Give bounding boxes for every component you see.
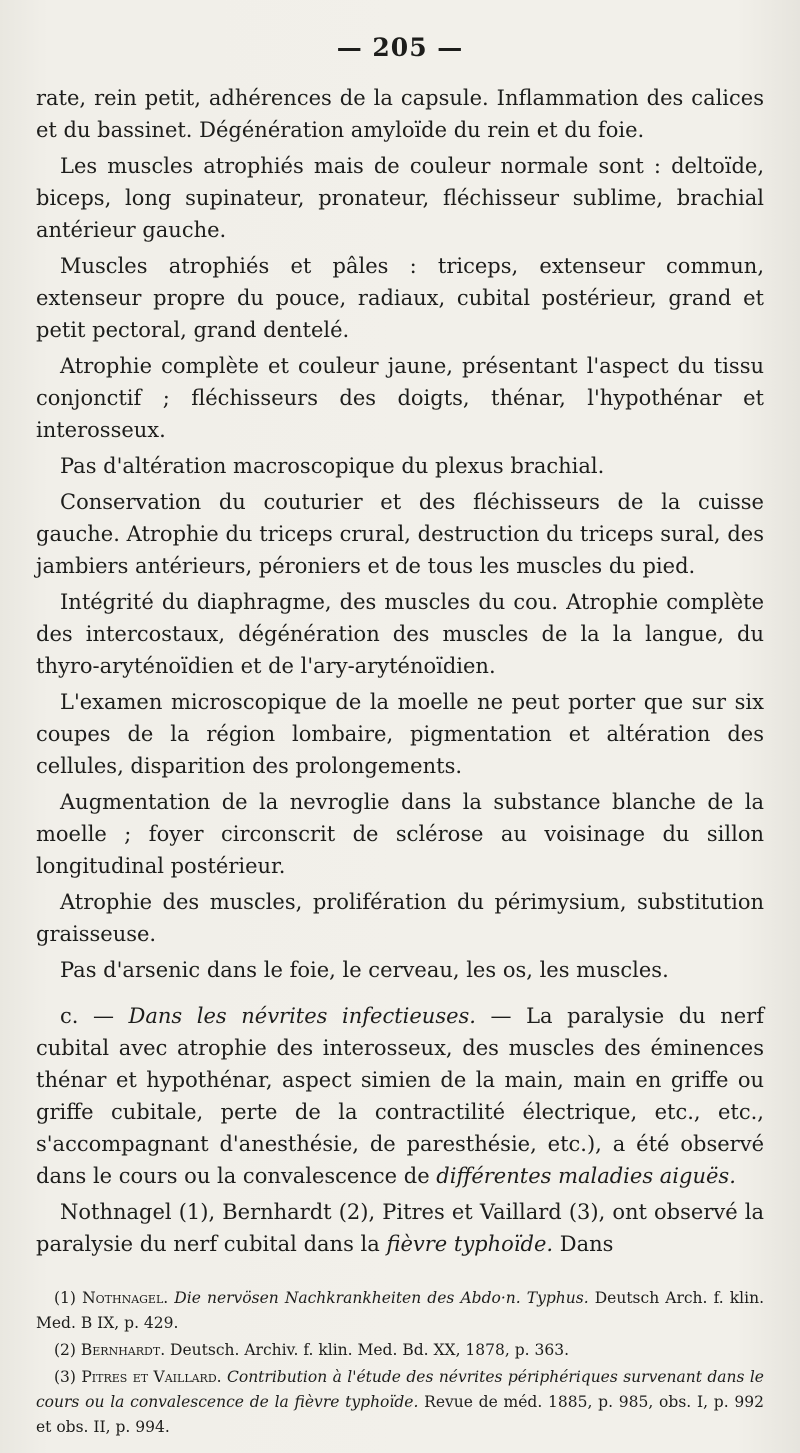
section-paragraph (36, 1000, 764, 1192)
paragraph: Pas d'arsenic dans le foie, le cerveau, les os, les muscles. (60, 958, 669, 982)
paragraph: Les muscles atrophiés mais de couleur normale sont : deltoïde, biceps, long supinateur, pronateur, fléchisseur sublime, brachial antérieur gauche. (36, 154, 764, 242)
footnote-author: Bernhardt. (80, 1341, 166, 1359)
footnote-author: Nothnagel. (82, 1289, 169, 1307)
paragraph: Pas d'altération macroscopique du plexus brachial. (60, 454, 605, 478)
section-label: c. — (60, 1004, 129, 1028)
footnote (36, 1286, 764, 1336)
paragraph: Conservation du couturier et des fléchisseurs de la cuisse gauche. Atrophie du triceps crural, destruction du triceps sural, des jambiers antérieurs, péroniers et de tous les muscles du pied. (36, 490, 764, 578)
closing-text: Nothnagel (1), Bernhardt (2), Pitres et Vaillard (3), ont observé la paralysie du nerf cubital dans la (36, 1200, 764, 1256)
section-text: — La paralysie du nerf cubital avec atrophie des interosseux, des muscles des éminences thénar et hypothénar, aspect simien de la main, main en griffe ou griffe cubitale, perte de la contractilité électrique, etc., etc., s'accompagnant d'anesthésie, de paresthésie, etc.), a été observé dans le cours ou la convalescence de (36, 1004, 764, 1188)
paragraph: Intégrité du diaphragme, des muscles du cou. Atrophie complète des intercostaux, dégénération des muscles de la la langue, du thyro-aryténoïdien et de l'ary-aryténoïdien. (36, 590, 764, 678)
closing-paragraph (36, 1196, 764, 1260)
closing-emphasis: fièvre typhoïde. (386, 1232, 554, 1256)
footnote-author: Pitres et Vaillard. (81, 1368, 222, 1386)
paragraph: Muscles atrophiés et pâles : triceps, extenseur commun, extenseur propre du pouce, radiaux, cubital postérieur, grand et petit pectoral, grand dentelé. (36, 254, 764, 342)
section-title: Dans les névrites infectieuses. (128, 1004, 476, 1028)
footnote-marker: (1) (54, 1289, 83, 1307)
closing-text-after: Dans (553, 1232, 614, 1256)
paragraph: Atrophie complète et couleur jaune, présentant l'aspect du tissu conjonctif ; fléchisseurs des doigts, thénar, l'hypothénar et interosseux. (36, 354, 764, 442)
footnote-marker: (2) (54, 1341, 81, 1359)
page-number: — 205 — (336, 33, 464, 62)
footnote (36, 1338, 764, 1363)
footnote-reference: Revue de méd. 1885, p. 985, obs. I, p. 992 et obs. II, p. 994. (36, 1393, 764, 1436)
footnote-reference: Deutsch. Archiv. f. klin. Med. Bd. XX, 1878, p. 363. (165, 1341, 570, 1359)
paragraph: L'examen microscopique de la moelle ne peut porter que sur six coupes de la région lombaire, pigmentation et altération des cellules, disparition des prolongements. (36, 690, 764, 778)
footnote-marker: (3) (54, 1368, 82, 1386)
footnote (36, 1365, 764, 1440)
footnotes (36, 1286, 764, 1440)
paragraph: Atrophie des muscles, prolifération du périmysium, substitution graisseuse. (36, 890, 764, 946)
section-emphasis: différentes maladies aiguës. (436, 1164, 736, 1188)
footnote-title: Contribution à l'étude des névrites périphériques survenant dans le cours ou la convalescence de la fièvre typhoïde. (36, 1368, 764, 1411)
footnote-reference: Deutsch Arch. f. klin. Med. B IX, p. 429. (36, 1289, 764, 1332)
paragraph: Augmentation de la nevroglie dans la substance blanche de la moelle ; foyer circonscrit de sclérose au voisinage du sillon longitudinal postérieur. (36, 790, 764, 878)
body-text (36, 82, 764, 1260)
footnote-title: Die nervösen Nachkrankheiten des Abdo·n. Typhus. (168, 1289, 589, 1307)
paragraph: rate, rein petit, adhérences de la capsule. Inflammation des calices et du bassinet. Dégénération amyloïde du rein et du foie. (36, 86, 764, 142)
